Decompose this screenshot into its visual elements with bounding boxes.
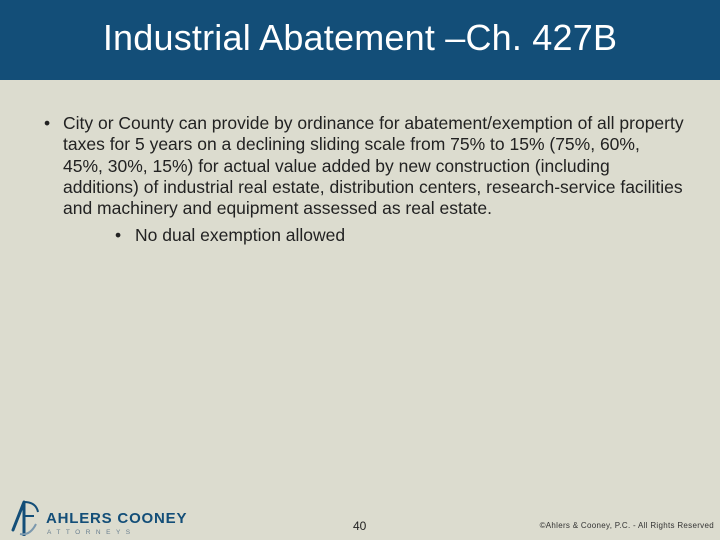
- sub-bullet-marker: •: [115, 225, 122, 246]
- bullet-text: City or County can provide by ordinance for abatement/exemption of all property taxes for 5 years on a declining sliding scale from 75% to 15% (75%, 60%, 45%, 30%, 15%) for actual value added by new construction (including additions) of industrial real estate, distribution centers, research-service facilities and machinery and equipment assessed as real estate.: [63, 113, 684, 219]
- sub-bullet-item: [115, 225, 684, 246]
- logo-mark-icon: [10, 498, 42, 538]
- sub-bullet-text: No dual exemption allowed: [135, 225, 346, 246]
- bullet-marker: •: [44, 113, 51, 133]
- company-logo: [10, 498, 188, 538]
- logo-subtitle: ATTORNEYS: [47, 529, 136, 536]
- slide-title: Industrial Abatement –Ch. 427B: [102, 17, 618, 58]
- title-bar: [0, 0, 720, 80]
- copyright-notice: ©Ahlers & Cooney, P.C. - All Rights Reserved: [539, 521, 714, 530]
- logo-name: AHLERS COONEY: [46, 510, 188, 527]
- slide-content: [44, 113, 684, 247]
- bullet-item: [44, 113, 684, 219]
- page-number: 40: [353, 519, 367, 533]
